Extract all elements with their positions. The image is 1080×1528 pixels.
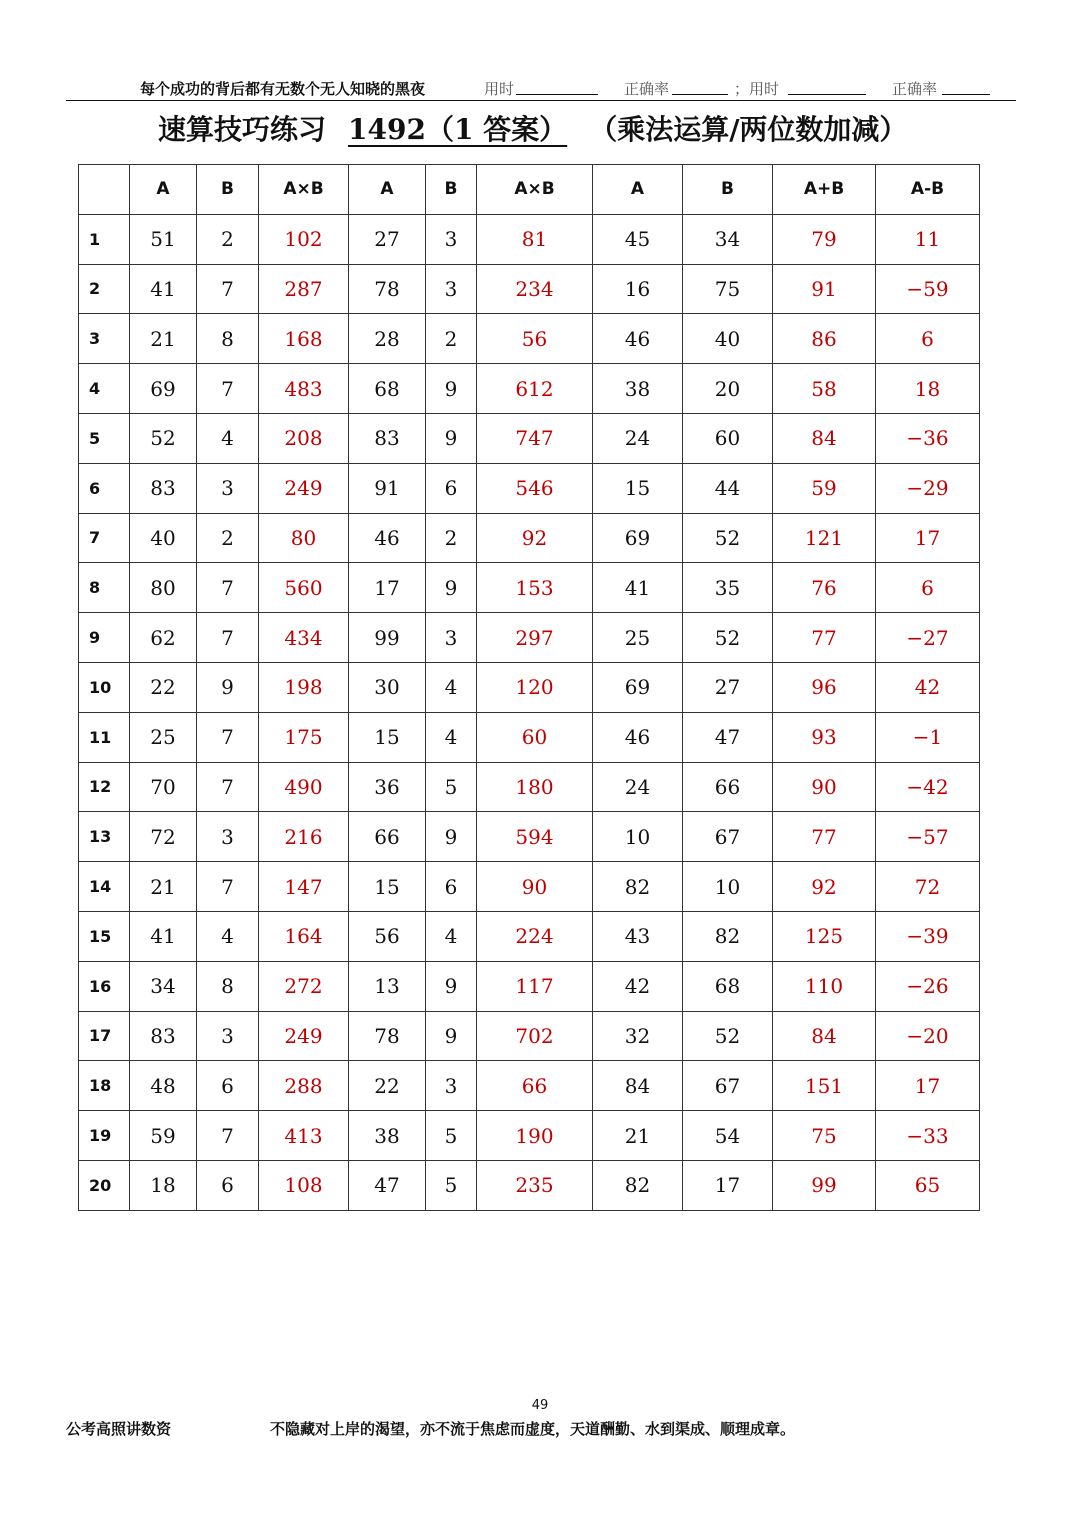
answer-cell: 65: [876, 1160, 980, 1210]
answer-cell: 120: [477, 662, 593, 712]
table-row: [79, 812, 980, 862]
answer-cell: 198: [259, 662, 349, 712]
table-cell: 25: [130, 712, 197, 762]
answer-cell: 249: [259, 463, 349, 513]
answer-cell: 91: [773, 264, 876, 314]
table-cell: 9: [426, 364, 477, 414]
answer-cell: 6: [876, 314, 980, 364]
row-index: 1: [79, 214, 130, 264]
table-cell: 47: [683, 712, 773, 762]
table-cell: 70: [130, 762, 197, 812]
table-cell: 42: [593, 961, 683, 1011]
answer-cell: 434: [259, 613, 349, 663]
answer-cell: 297: [477, 613, 593, 663]
table-cell: 28: [349, 314, 426, 364]
table-row: [79, 563, 980, 613]
answer-cell: 747: [477, 413, 593, 463]
table-cell: 8: [197, 961, 259, 1011]
table-cell: 40: [130, 513, 197, 563]
table-row: [79, 413, 980, 463]
table-row: [79, 862, 980, 912]
title-suffix: （乘法运算/两位数加减）: [589, 113, 908, 146]
table-cell: 18: [130, 1160, 197, 1210]
table-cell: 7: [197, 364, 259, 414]
accuracy-blank-2[interactable]: [942, 94, 990, 95]
answer-cell: 80: [259, 513, 349, 563]
exercise-table: [78, 164, 980, 1211]
page-number: 49: [531, 1398, 549, 1413]
table-cell: 34: [683, 214, 773, 264]
row-index: 12: [79, 762, 130, 812]
row-index: 7: [79, 513, 130, 563]
table-header-row: [79, 165, 980, 215]
table-row: [79, 1160, 980, 1210]
column-header: [79, 165, 130, 215]
table-row: [79, 513, 980, 563]
answer-cell: −26: [876, 961, 980, 1011]
time-label: 用时: [484, 80, 515, 98]
table-cell: 15: [349, 862, 426, 912]
answer-cell: 108: [259, 1160, 349, 1210]
answer-cell: −1: [876, 712, 980, 762]
column-header: A×B: [259, 165, 349, 215]
table-cell: 52: [683, 513, 773, 563]
table-cell: 5: [426, 1111, 477, 1161]
table-cell: 40: [683, 314, 773, 364]
table-cell: 7: [197, 264, 259, 314]
accuracy-label-2: 正确率: [892, 80, 938, 98]
answer-cell: 168: [259, 314, 349, 364]
answer-cell: 180: [477, 762, 593, 812]
answer-cell: 99: [773, 1160, 876, 1210]
table-cell: 60: [683, 413, 773, 463]
table-cell: 82: [683, 911, 773, 961]
table-cell: 59: [130, 1111, 197, 1161]
column-header: A+B: [773, 165, 876, 215]
answer-cell: 90: [477, 862, 593, 912]
column-header: A×B: [477, 165, 593, 215]
table-cell: 3: [197, 1011, 259, 1061]
accuracy-blank[interactable]: [672, 94, 728, 95]
table-cell: 83: [130, 463, 197, 513]
table-cell: 41: [130, 264, 197, 314]
answer-cell: −36: [876, 413, 980, 463]
table-cell: 9: [197, 662, 259, 712]
column-header: B: [197, 165, 259, 215]
table-row: [79, 314, 980, 364]
answer-cell: 76: [773, 563, 876, 613]
table-cell: 3: [197, 812, 259, 862]
table-row: [79, 214, 980, 264]
row-index: 14: [79, 862, 130, 912]
table-cell: 24: [593, 413, 683, 463]
table-cell: 2: [197, 513, 259, 563]
answer-cell: 594: [477, 812, 593, 862]
table-cell: 9: [426, 413, 477, 463]
table-cell: 15: [593, 463, 683, 513]
table-row: [79, 911, 980, 961]
answer-cell: 287: [259, 264, 349, 314]
table-cell: 91: [349, 463, 426, 513]
answer-cell: 58: [773, 364, 876, 414]
answer-cell: 546: [477, 463, 593, 513]
table-cell: 69: [130, 364, 197, 414]
column-header: B: [426, 165, 477, 215]
answer-cell: 560: [259, 563, 349, 613]
page-title: [158, 108, 907, 152]
answer-cell: 92: [477, 513, 593, 563]
table-cell: 25: [593, 613, 683, 663]
table-cell: 7: [197, 613, 259, 663]
table-cell: 15: [349, 712, 426, 762]
table-cell: 99: [349, 613, 426, 663]
answer-cell: 413: [259, 1111, 349, 1161]
row-index: 17: [79, 1011, 130, 1061]
footer-left-text: 公考高照讲数资: [66, 1420, 172, 1438]
answer-cell: 75: [773, 1111, 876, 1161]
row-index: 5: [79, 413, 130, 463]
table-cell: 67: [683, 812, 773, 862]
table-cell: 22: [349, 1061, 426, 1111]
table-cell: 44: [683, 463, 773, 513]
table-cell: 8: [197, 314, 259, 364]
table-cell: 2: [426, 513, 477, 563]
column-header: A: [130, 165, 197, 215]
table-cell: 45: [593, 214, 683, 264]
table-row: [79, 1111, 980, 1161]
table-cell: 66: [349, 812, 426, 862]
table-cell: 36: [349, 762, 426, 812]
row-index: 20: [79, 1160, 130, 1210]
answer-cell: 17: [876, 1061, 980, 1111]
answer-cell: 42: [876, 662, 980, 712]
table-row: [79, 364, 980, 414]
answer-cell: 56: [477, 314, 593, 364]
table-cell: 34: [130, 961, 197, 1011]
table-cell: 52: [683, 1011, 773, 1061]
answer-cell: 224: [477, 911, 593, 961]
table-cell: 68: [683, 961, 773, 1011]
table-row: [79, 961, 980, 1011]
table-row: [79, 662, 980, 712]
answer-cell: 18: [876, 364, 980, 414]
row-index: 3: [79, 314, 130, 364]
table-cell: 27: [349, 214, 426, 264]
header-rule: [66, 100, 1016, 101]
answer-cell: −20: [876, 1011, 980, 1061]
row-index: 2: [79, 264, 130, 314]
answer-cell: 190: [477, 1111, 593, 1161]
table-cell: 17: [683, 1160, 773, 1210]
row-index: 18: [79, 1061, 130, 1111]
table-cell: 32: [593, 1011, 683, 1061]
table-cell: 22: [130, 662, 197, 712]
table-cell: 10: [683, 862, 773, 912]
answer-cell: 84: [773, 1011, 876, 1061]
table-cell: 84: [593, 1061, 683, 1111]
table-cell: 7: [197, 862, 259, 912]
table-cell: 68: [349, 364, 426, 414]
answer-cell: 59: [773, 463, 876, 513]
time-blank-2[interactable]: [788, 94, 866, 95]
answer-cell: 125: [773, 911, 876, 961]
table-row: [79, 712, 980, 762]
answer-cell: 93: [773, 712, 876, 762]
answer-cell: 90: [773, 762, 876, 812]
table-cell: 4: [426, 662, 477, 712]
table-cell: 3: [426, 1061, 477, 1111]
answer-cell: 164: [259, 911, 349, 961]
answer-cell: 86: [773, 314, 876, 364]
table-cell: 5: [426, 762, 477, 812]
row-index: 19: [79, 1111, 130, 1161]
answer-cell: −42: [876, 762, 980, 812]
answer-cell: 60: [477, 712, 593, 762]
answer-cell: 79: [773, 214, 876, 264]
table-row: [79, 1061, 980, 1111]
table-cell: 21: [130, 862, 197, 912]
answer-cell: −59: [876, 264, 980, 314]
answer-cell: 121: [773, 513, 876, 563]
table-cell: 30: [349, 662, 426, 712]
table-row: [79, 1011, 980, 1061]
answer-cell: 66: [477, 1061, 593, 1111]
answer-cell: 216: [259, 812, 349, 862]
answer-cell: 235: [477, 1160, 593, 1210]
table-row: [79, 613, 980, 663]
table-cell: 3: [426, 613, 477, 663]
table-row: [79, 264, 980, 314]
table-cell: 2: [197, 214, 259, 264]
table-cell: 35: [683, 563, 773, 613]
column-header: A-B: [876, 165, 980, 215]
table-cell: 78: [349, 264, 426, 314]
table-cell: 46: [593, 314, 683, 364]
table-cell: 51: [130, 214, 197, 264]
answer-cell: 175: [259, 712, 349, 762]
answer-cell: 11: [876, 214, 980, 264]
answer-cell: 208: [259, 413, 349, 463]
row-index: 13: [79, 812, 130, 862]
table-cell: 4: [197, 413, 259, 463]
table-cell: 21: [593, 1111, 683, 1161]
table-cell: 9: [426, 1011, 477, 1061]
table-cell: 48: [130, 1061, 197, 1111]
table-cell: 72: [130, 812, 197, 862]
table-cell: 83: [130, 1011, 197, 1061]
row-index: 16: [79, 961, 130, 1011]
row-index: 11: [79, 712, 130, 762]
table-cell: 20: [683, 364, 773, 414]
answer-cell: 702: [477, 1011, 593, 1061]
row-index: 15: [79, 911, 130, 961]
answer-cell: 6: [876, 563, 980, 613]
answer-cell: 147: [259, 862, 349, 912]
answer-cell: 151: [773, 1061, 876, 1111]
answer-cell: 249: [259, 1011, 349, 1061]
table-cell: 78: [349, 1011, 426, 1061]
answer-cell: −33: [876, 1111, 980, 1161]
table-cell: 4: [426, 712, 477, 762]
column-header: A: [593, 165, 683, 215]
table-cell: 38: [349, 1111, 426, 1161]
table-cell: 4: [426, 911, 477, 961]
table-cell: 41: [130, 911, 197, 961]
table-cell: 46: [593, 712, 683, 762]
table-cell: 17: [349, 563, 426, 613]
table-cell: 52: [130, 413, 197, 463]
table-cell: 6: [426, 862, 477, 912]
table-cell: 43: [593, 911, 683, 961]
table-cell: 13: [349, 961, 426, 1011]
title-prefix: 速算技巧练习: [158, 113, 327, 146]
row-index: 4: [79, 364, 130, 414]
answer-cell: 117: [477, 961, 593, 1011]
table-cell: 7: [197, 762, 259, 812]
table-cell: 54: [683, 1111, 773, 1161]
table-cell: 41: [593, 563, 683, 613]
answer-cell: 77: [773, 613, 876, 663]
answer-cell: 84: [773, 413, 876, 463]
answer-cell: −57: [876, 812, 980, 862]
table-cell: 47: [349, 1160, 426, 1210]
answer-cell: 234: [477, 264, 593, 314]
table-cell: 6: [197, 1061, 259, 1111]
table-cell: 56: [349, 911, 426, 961]
page-header: [66, 72, 1016, 100]
answer-cell: 77: [773, 812, 876, 862]
answer-cell: −27: [876, 613, 980, 663]
answer-cell: 102: [259, 214, 349, 264]
table-cell: 75: [683, 264, 773, 314]
answer-cell: 110: [773, 961, 876, 1011]
table-cell: 80: [130, 563, 197, 613]
table-cell: 38: [593, 364, 683, 414]
table-row: [79, 762, 980, 812]
header-motto: 每个成功的背后都有无数个无人知晓的黑夜: [140, 80, 426, 98]
time-blank[interactable]: [516, 94, 598, 95]
column-header: B: [683, 165, 773, 215]
table-cell: 66: [683, 762, 773, 812]
table-cell: 2: [426, 314, 477, 364]
table-cell: 67: [683, 1061, 773, 1111]
title-code: 1492（1 答案）: [348, 113, 568, 146]
row-index: 9: [79, 613, 130, 663]
column-header: A: [349, 165, 426, 215]
table-cell: 7: [197, 563, 259, 613]
answer-cell: 288: [259, 1061, 349, 1111]
row-index: 6: [79, 463, 130, 513]
table-cell: 9: [426, 563, 477, 613]
table-cell: 6: [197, 1160, 259, 1210]
answer-cell: 81: [477, 214, 593, 264]
table-cell: 9: [426, 961, 477, 1011]
table-cell: 69: [593, 513, 683, 563]
table-cell: 83: [349, 413, 426, 463]
table-cell: 82: [593, 862, 683, 912]
table-cell: 82: [593, 1160, 683, 1210]
table-cell: 3: [426, 214, 477, 264]
table-cell: 46: [349, 513, 426, 563]
time-label-2: ；用时: [734, 80, 780, 98]
answer-cell: 72: [876, 862, 980, 912]
table-cell: 3: [426, 264, 477, 314]
table-cell: 69: [593, 662, 683, 712]
table-cell: 24: [593, 762, 683, 812]
answer-cell: 483: [259, 364, 349, 414]
table-cell: 6: [426, 463, 477, 513]
table-cell: 7: [197, 712, 259, 762]
answer-cell: −29: [876, 463, 980, 513]
table-cell: 3: [197, 463, 259, 513]
answer-cell: 17: [876, 513, 980, 563]
table-cell: 52: [683, 613, 773, 663]
table-cell: 21: [130, 314, 197, 364]
table-cell: 5: [426, 1160, 477, 1210]
answer-cell: 96: [773, 662, 876, 712]
answer-cell: 272: [259, 961, 349, 1011]
row-index: 8: [79, 563, 130, 613]
answer-cell: 612: [477, 364, 593, 414]
answer-cell: 153: [477, 563, 593, 613]
table-row: [79, 463, 980, 513]
table-cell: 10: [593, 812, 683, 862]
answer-cell: 92: [773, 862, 876, 912]
row-index: 10: [79, 662, 130, 712]
table-cell: 16: [593, 264, 683, 314]
table-cell: 9: [426, 812, 477, 862]
accuracy-label: 正确率: [624, 80, 670, 98]
footer-right-text: 不隐藏对上岸的渴望，亦不流于焦虑而虚度，天道酬勤、水到渠成、顺理成章。: [270, 1420, 796, 1438]
table-cell: 27: [683, 662, 773, 712]
table-cell: 62: [130, 613, 197, 663]
table-cell: 4: [197, 911, 259, 961]
answer-cell: −39: [876, 911, 980, 961]
table-cell: 7: [197, 1111, 259, 1161]
answer-cell: 490: [259, 762, 349, 812]
